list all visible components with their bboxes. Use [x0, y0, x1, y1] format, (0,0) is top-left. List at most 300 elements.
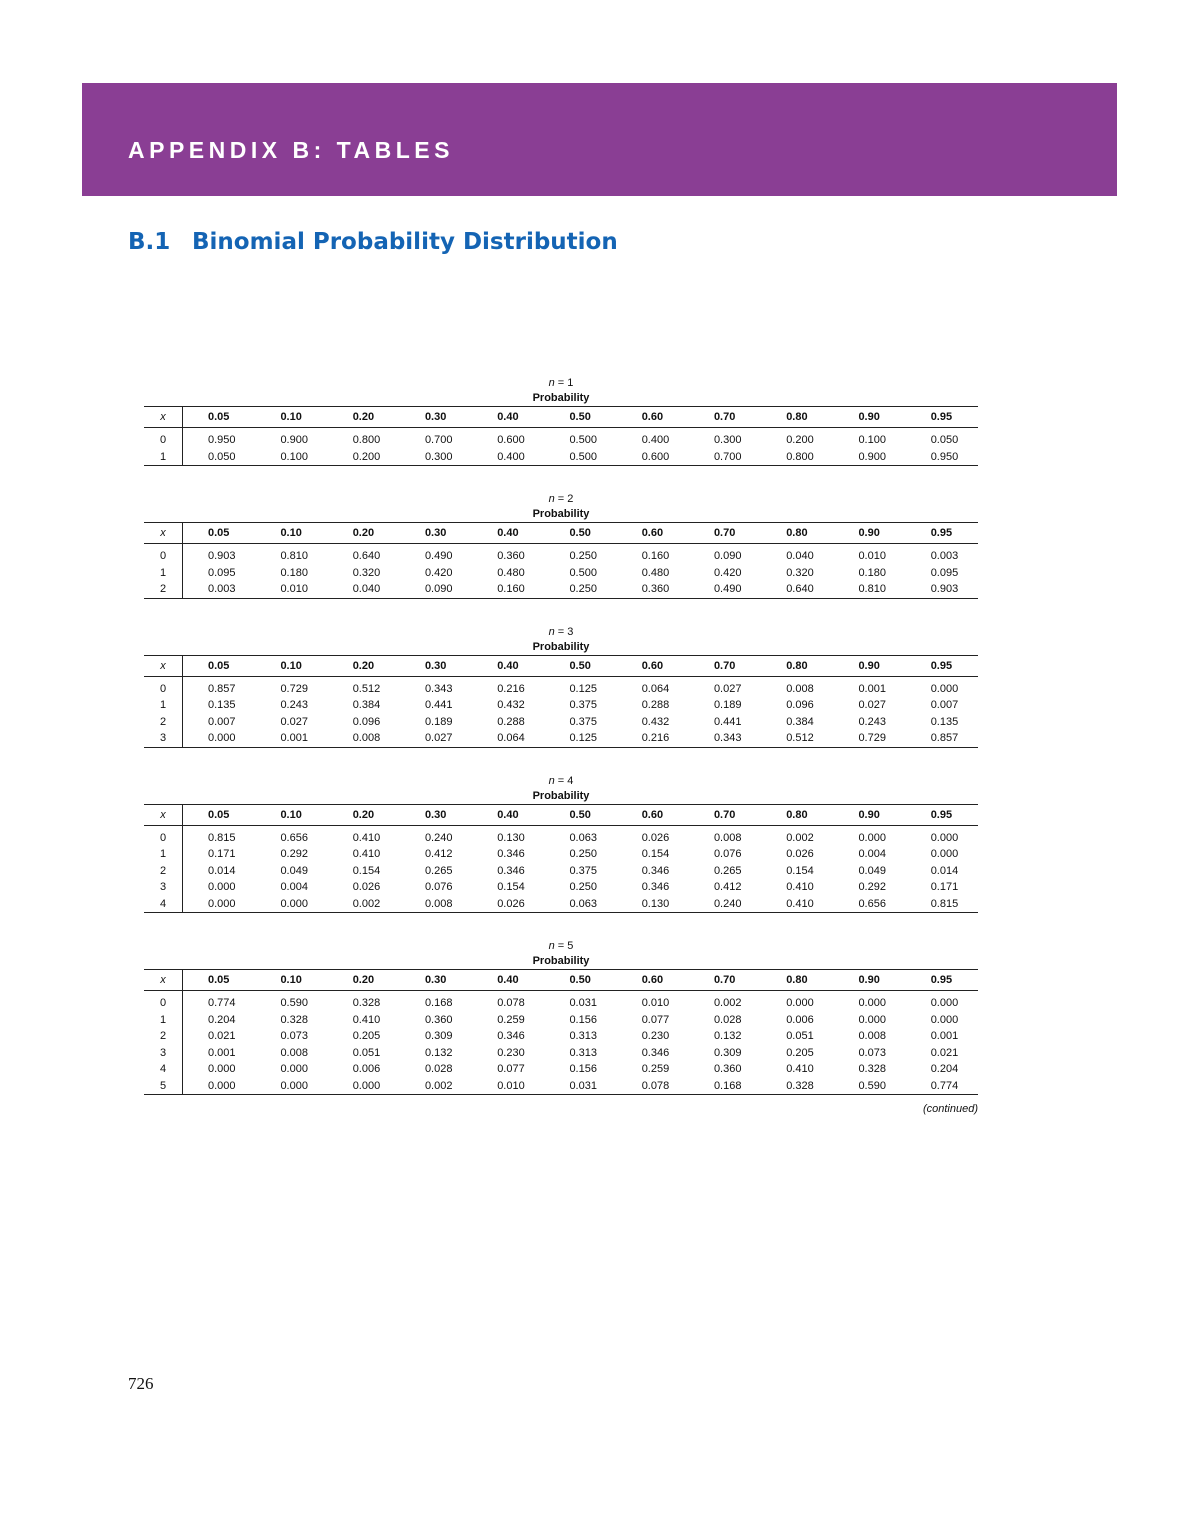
table-n-label — [144, 492, 978, 507]
n-variable: n — [548, 625, 555, 638]
probability-cell: 0.132 — [424, 1046, 453, 1059]
probability-cell: 0.189 — [713, 699, 742, 711]
table-header-row — [144, 970, 978, 991]
n-variable: n — [548, 940, 555, 952]
probability-cell: 0.230 — [497, 1046, 525, 1059]
table-n-label — [144, 774, 978, 789]
probability-column-header: 0.30 — [424, 527, 447, 539]
binomial-tables — [144, 376, 978, 1121]
probability-cell: 0.500 — [569, 434, 597, 446]
probability-cell: 0.077 — [641, 1013, 670, 1026]
probability-cell: 0.400 — [497, 450, 525, 463]
probability-column-header: 0.80 — [786, 808, 808, 821]
table-n-label — [144, 939, 978, 954]
probability-cell: 0.001 — [858, 682, 886, 695]
binomial-table-block — [144, 492, 978, 599]
x-value-cell: 0 — [144, 825, 183, 846]
probability-cell: 0.512 — [786, 732, 814, 744]
probability-cell: 0.000 — [280, 1063, 308, 1075]
probability-cell: 0.590 — [280, 997, 308, 1009]
probability-cell: 0.096 — [352, 715, 381, 728]
probability-cell: 0.021 — [930, 1046, 959, 1059]
probability-cell: 0.309 — [713, 1046, 742, 1059]
probability-column-header: 0.05 — [208, 659, 230, 672]
probability-cell: 0.168 — [713, 1079, 742, 1092]
probability-column-header: 0.60 — [641, 527, 664, 539]
probability-cell: 0.002 — [352, 897, 381, 910]
probability-column-header: 0.05 — [208, 411, 230, 423]
probability-cell: 0.480 — [497, 566, 525, 579]
probability-cell: 0.000 — [208, 1063, 236, 1075]
table-caption — [144, 774, 978, 804]
probability-column-header: 0.60 — [641, 808, 664, 821]
probability-cell: 0.375 — [569, 864, 597, 877]
probability-column-header: 0.20 — [352, 808, 375, 821]
probability-column-header: 0.05 — [208, 527, 230, 539]
probability-cell: 0.328 — [786, 1079, 814, 1092]
probability-cell: 0.810 — [280, 550, 308, 562]
probability-cell: 0.328 — [352, 997, 381, 1009]
probability-cell: 0.078 — [641, 1079, 670, 1092]
probability-cell: 0.002 — [424, 1079, 453, 1092]
probability-column-header: 0.10 — [280, 527, 302, 539]
table-row — [144, 1078, 978, 1095]
probability-cell: 0.189 — [424, 715, 453, 728]
x-value-cell: 1 — [144, 697, 183, 714]
probability-cell: 0.343 — [424, 682, 453, 695]
probability-cell: 0.240 — [424, 831, 453, 844]
binomial-table-block — [144, 939, 978, 1095]
probability-column-header: 0.70 — [713, 974, 736, 986]
probability-cell: 0.100 — [280, 450, 308, 463]
probability-column-header: 0.60 — [641, 659, 664, 672]
probability-cell: 0.410 — [786, 897, 814, 910]
probability-cell: 0.384 — [352, 699, 381, 711]
binomial-table-block — [144, 376, 978, 466]
table-row — [144, 991, 978, 1012]
probability-cell: 0.001 — [208, 1046, 236, 1059]
x-value-cell: 3 — [144, 730, 183, 747]
probability-cell: 0.168 — [424, 997, 453, 1009]
probability-cell: 0.410 — [352, 831, 381, 844]
probability-cell: 0.490 — [424, 550, 453, 562]
probability-cell: 0.051 — [786, 1030, 814, 1042]
probability-cell: 0.600 — [641, 450, 670, 463]
probability-column-header: 0.95 — [930, 974, 953, 986]
n-value: = 2 — [554, 493, 574, 505]
probability-cell: 0.004 — [858, 848, 886, 860]
probability-table — [144, 522, 978, 599]
probability-cell: 0.003 — [208, 583, 236, 595]
probability-cell: 0.014 — [208, 864, 236, 877]
probability-cell: 0.815 — [208, 831, 236, 844]
probability-cell: 0.026 — [641, 831, 670, 844]
probability-cell: 0.250 — [569, 848, 597, 860]
probability-cell: 0.230 — [641, 1030, 670, 1042]
binomial-table-block — [144, 625, 978, 748]
probability-cell: 0.346 — [641, 864, 670, 877]
probability-cell: 0.000 — [930, 848, 959, 860]
probability-column-header: 0.20 — [352, 659, 375, 672]
probability-cell: 0.000 — [786, 997, 814, 1009]
probability-table — [144, 804, 978, 914]
probability-cell: 0.346 — [497, 1030, 525, 1042]
probability-cell: 0.000 — [930, 1013, 959, 1026]
probability-cell: 0.001 — [930, 1030, 959, 1042]
probability-cell: 0.216 — [497, 682, 525, 695]
probability-column-header: 0.50 — [569, 974, 591, 986]
probability-cell: 0.156 — [569, 1013, 597, 1026]
probability-cell: 0.800 — [352, 434, 381, 446]
probability-column-header: 0.60 — [641, 974, 664, 986]
probability-column-header: 0.40 — [497, 411, 519, 423]
probability-cell: 0.063 — [569, 831, 597, 844]
probability-cell: 0.010 — [858, 550, 886, 562]
section-heading — [128, 229, 618, 255]
table-row — [144, 1028, 978, 1045]
probability-cell: 0.375 — [569, 699, 597, 711]
probability-cell: 0.000 — [208, 897, 236, 910]
probability-cell: 0.857 — [208, 682, 236, 695]
probability-column-header: 0.70 — [713, 659, 736, 672]
probability-cell: 0.800 — [786, 450, 814, 463]
probability-cell: 0.950 — [930, 450, 959, 463]
probability-cell: 0.857 — [930, 732, 959, 744]
probability-column-header: 0.90 — [858, 411, 880, 423]
probability-cell: 0.346 — [497, 864, 525, 877]
table-n-label — [144, 625, 978, 640]
n-variable: n — [548, 774, 555, 787]
x-column-header: x — [144, 523, 183, 544]
probability-table — [144, 969, 978, 1095]
x-value-cell: 3 — [144, 1045, 183, 1062]
probability-cell: 0.700 — [713, 450, 742, 463]
table-row — [144, 449, 978, 466]
probability-cell: 0.360 — [641, 583, 670, 595]
probability-column-header: 0.10 — [280, 659, 302, 672]
probability-cell: 0.432 — [641, 715, 670, 728]
probability-cell: 0.500 — [569, 450, 597, 463]
table-row — [144, 581, 978, 598]
probability-cell: 0.002 — [713, 997, 742, 1009]
probability-column-header: 0.30 — [424, 974, 447, 986]
probability-cell: 0.640 — [786, 583, 814, 595]
probability-cell: 0.250 — [569, 881, 597, 893]
probability-cell: 0.076 — [424, 881, 453, 893]
table-row — [144, 825, 978, 846]
probability-label: Probability — [532, 392, 590, 404]
table-caption — [144, 492, 978, 522]
probability-cell: 0.729 — [280, 682, 308, 695]
probability-cell: 0.000 — [930, 682, 959, 695]
probability-column-header: 0.05 — [208, 808, 230, 821]
probability-cell: 0.600 — [497, 434, 525, 446]
probability-cell: 0.130 — [497, 831, 525, 844]
probability-cell: 0.309 — [424, 1030, 453, 1042]
probability-cell: 0.313 — [569, 1030, 597, 1042]
probability-column-header: 0.90 — [858, 527, 880, 539]
probability-column-header: 0.80 — [786, 527, 808, 539]
probability-column-header: 0.30 — [424, 411, 447, 423]
section-title: Binomial Probability Distribution — [192, 229, 618, 255]
probability-cell: 0.243 — [280, 699, 308, 711]
probability-cell: 0.171 — [930, 881, 959, 893]
probability-cell: 0.064 — [497, 732, 525, 744]
probability-cell: 0.008 — [352, 732, 381, 744]
probability-cell: 0.180 — [280, 566, 308, 579]
probability-cell: 0.204 — [930, 1063, 959, 1075]
probability-cell: 0.154 — [786, 864, 814, 877]
table-row — [144, 863, 978, 880]
x-value-cell: 3 — [144, 879, 183, 896]
probability-column-header: 0.90 — [858, 974, 880, 986]
probability-cell: 0.050 — [208, 450, 236, 463]
table-row — [144, 565, 978, 582]
probability-cell: 0.729 — [858, 732, 886, 744]
probability-cell: 0.300 — [424, 450, 453, 463]
probability-cell: 0.441 — [424, 699, 453, 711]
x-value-cell: 4 — [144, 896, 183, 913]
probability-cell: 0.000 — [858, 1013, 886, 1026]
probability-label: Probability — [532, 789, 590, 802]
table-row — [144, 879, 978, 896]
probability-cell: 0.077 — [497, 1063, 525, 1075]
probability-cell: 0.292 — [280, 848, 308, 860]
probability-cell: 0.130 — [641, 897, 670, 910]
probability-cell: 0.265 — [713, 864, 742, 877]
probability-cell: 0.008 — [858, 1030, 886, 1042]
probability-column-header: 0.50 — [569, 411, 591, 423]
x-value-cell: 1 — [144, 565, 183, 582]
probability-cell: 0.006 — [352, 1063, 381, 1075]
probability-column-header: 0.05 — [208, 974, 230, 986]
table-n-label — [144, 376, 978, 391]
probability-cell: 0.240 — [713, 897, 742, 910]
x-value-cell: 0 — [144, 991, 183, 1012]
probability-cell: 0.288 — [641, 699, 670, 711]
probability-cell: 0.346 — [641, 1046, 670, 1059]
probability-cell: 0.410 — [786, 1063, 814, 1075]
probability-cell: 0.027 — [713, 682, 742, 695]
table-row — [144, 1061, 978, 1078]
probability-cell: 0.205 — [786, 1046, 814, 1059]
probability-cell: 0.205 — [352, 1030, 381, 1042]
n-value: = 5 — [554, 940, 574, 952]
probability-cell: 0.950 — [208, 434, 236, 446]
probability-cell: 0.051 — [352, 1046, 381, 1059]
probability-cell: 0.003 — [930, 550, 959, 562]
probability-column-header: 0.40 — [497, 808, 519, 821]
n-value: = 3 — [554, 625, 574, 638]
probability-cell: 0.008 — [280, 1046, 308, 1059]
table-header-row — [144, 655, 978, 676]
probability-cell: 0.250 — [569, 550, 597, 562]
probability-cell: 0.049 — [280, 864, 308, 877]
probability-cell: 0.900 — [858, 450, 886, 463]
probability-cell: 0.064 — [641, 682, 670, 695]
probability-cell: 0.903 — [208, 550, 236, 562]
section-number: B.1 — [128, 229, 171, 255]
probability-cell: 0.026 — [352, 881, 381, 893]
table-row — [144, 730, 978, 747]
probability-cell: 0.259 — [497, 1013, 525, 1026]
probability-cell: 0.000 — [858, 831, 886, 844]
probability-cell: 0.216 — [641, 732, 670, 744]
probability-column-header: 0.80 — [786, 411, 808, 423]
probability-cell: 0.432 — [497, 699, 525, 711]
probability-cell: 0.063 — [569, 897, 597, 910]
table-header-row — [144, 804, 978, 825]
probability-cell: 0.154 — [497, 881, 525, 893]
probability-column-header: 0.95 — [930, 659, 953, 672]
table-row — [144, 1045, 978, 1062]
probability-cell: 0.027 — [858, 699, 886, 711]
probability-cell: 0.031 — [569, 1079, 597, 1092]
x-column-header: x — [144, 407, 183, 428]
probability-cell: 0.512 — [352, 682, 381, 695]
probability-cell: 0.400 — [641, 434, 670, 446]
probability-column-header: 0.10 — [280, 411, 302, 423]
probability-cell: 0.441 — [713, 715, 742, 728]
probability-cell: 0.008 — [424, 897, 453, 910]
probability-column-header: 0.80 — [786, 974, 808, 986]
probability-cell: 0.040 — [352, 583, 381, 595]
probability-cell: 0.656 — [280, 831, 308, 844]
probability-cell: 0.001 — [280, 732, 308, 744]
probability-label: Probability — [532, 640, 590, 653]
probability-cell: 0.900 — [280, 434, 308, 446]
probability-cell: 0.300 — [713, 434, 742, 446]
probability-cell: 0.100 — [858, 434, 886, 446]
x-column-header: x — [144, 970, 183, 991]
x-value-cell: 4 — [144, 1061, 183, 1078]
probability-cell: 0.010 — [641, 997, 670, 1009]
x-value-cell: 2 — [144, 714, 183, 731]
x-value-cell: 2 — [144, 581, 183, 598]
probability-cell: 0.200 — [352, 450, 381, 463]
probability-cell: 0.000 — [930, 831, 959, 844]
probability-column-header: 0.95 — [930, 527, 953, 539]
probability-cell: 0.250 — [569, 583, 597, 595]
probability-cell: 0.000 — [280, 897, 308, 910]
table-header-row — [144, 407, 978, 428]
probability-cell: 0.160 — [497, 583, 525, 595]
probability-cell: 0.154 — [352, 864, 381, 877]
probability-cell: 0.090 — [713, 550, 742, 562]
probability-cell: 0.815 — [930, 897, 959, 910]
probability-column-header: 0.10 — [280, 974, 302, 986]
probability-cell: 0.014 — [930, 864, 959, 877]
probability-cell: 0.096 — [786, 699, 814, 711]
probability-table — [144, 406, 978, 466]
probability-cell: 0.420 — [424, 566, 453, 579]
probability-cell: 0.360 — [424, 1013, 453, 1026]
probability-cell: 0.288 — [497, 715, 525, 728]
table-row — [144, 846, 978, 863]
probability-cell: 0.180 — [858, 566, 886, 579]
n-value: = 4 — [554, 774, 574, 787]
x-value-cell: 0 — [144, 676, 183, 697]
probability-cell: 0.049 — [858, 864, 886, 877]
probability-cell: 0.320 — [352, 566, 381, 579]
table-caption — [144, 625, 978, 655]
probability-column-header: 0.20 — [352, 411, 375, 423]
probability-cell: 0.420 — [713, 566, 742, 579]
probability-cell: 0.006 — [786, 1013, 814, 1026]
n-value: = 1 — [554, 377, 574, 389]
x-value-cell: 5 — [144, 1078, 183, 1095]
probability-cell: 0.156 — [569, 1063, 597, 1075]
x-column-header: x — [144, 804, 183, 825]
probability-cell: 0.313 — [569, 1046, 597, 1059]
probability-cell: 0.346 — [497, 848, 525, 860]
probability-column-header: 0.90 — [858, 659, 880, 672]
probability-cell: 0.346 — [641, 881, 670, 893]
probability-column-header: 0.20 — [352, 974, 375, 986]
probability-cell: 0.384 — [786, 715, 814, 728]
probability-cell: 0.028 — [424, 1063, 453, 1075]
probability-cell: 0.000 — [208, 1079, 236, 1092]
probability-column-header: 0.50 — [569, 659, 591, 672]
probability-column-header: 0.95 — [930, 808, 953, 821]
appendix-banner — [82, 83, 1117, 196]
table-header-row — [144, 523, 978, 544]
x-value-cell: 0 — [144, 428, 183, 449]
probability-cell: 0.010 — [280, 583, 308, 595]
table-row — [144, 896, 978, 913]
probability-column-header: 0.10 — [280, 808, 302, 821]
probability-cell: 0.903 — [930, 583, 959, 595]
table-caption — [144, 939, 978, 969]
probability-cell: 0.095 — [930, 566, 959, 579]
probability-cell: 0.810 — [858, 583, 886, 595]
probability-cell: 0.007 — [930, 699, 959, 711]
probability-cell: 0.328 — [280, 1013, 308, 1026]
probability-cell: 0.000 — [208, 732, 236, 744]
probability-cell: 0.375 — [569, 715, 597, 728]
probability-cell: 0.135 — [208, 699, 236, 711]
probability-cell: 0.656 — [858, 897, 886, 910]
probability-cell: 0.480 — [641, 566, 670, 579]
probability-cell: 0.076 — [713, 848, 742, 860]
probability-cell: 0.360 — [713, 1063, 742, 1075]
probability-cell: 0.026 — [497, 897, 525, 910]
x-value-cell: 0 — [144, 544, 183, 565]
table-row — [144, 544, 978, 565]
probability-cell: 0.412 — [424, 848, 453, 860]
probability-cell: 0.027 — [424, 732, 453, 744]
probability-column-header: 0.40 — [497, 974, 519, 986]
probability-cell: 0.027 — [280, 715, 308, 728]
probability-cell: 0.000 — [858, 997, 886, 1009]
probability-cell: 0.073 — [280, 1030, 308, 1042]
probability-cell: 0.132 — [713, 1030, 742, 1042]
probability-label: Probability — [532, 955, 590, 967]
x-value-cell: 1 — [144, 846, 183, 863]
probability-cell: 0.412 — [713, 881, 742, 893]
probability-cell: 0.000 — [280, 1079, 308, 1092]
continued-note: (continued) — [922, 1103, 978, 1115]
probability-cell: 0.026 — [786, 848, 814, 860]
page-number: 726 — [128, 1374, 154, 1393]
probability-cell: 0.125 — [569, 682, 597, 695]
probability-cell: 0.640 — [352, 550, 381, 562]
probability-cell: 0.010 — [497, 1079, 525, 1092]
probability-column-header: 0.50 — [569, 808, 591, 821]
x-value-cell: 1 — [144, 1012, 183, 1029]
probability-cell: 0.028 — [713, 1013, 742, 1026]
probability-table — [144, 655, 978, 748]
